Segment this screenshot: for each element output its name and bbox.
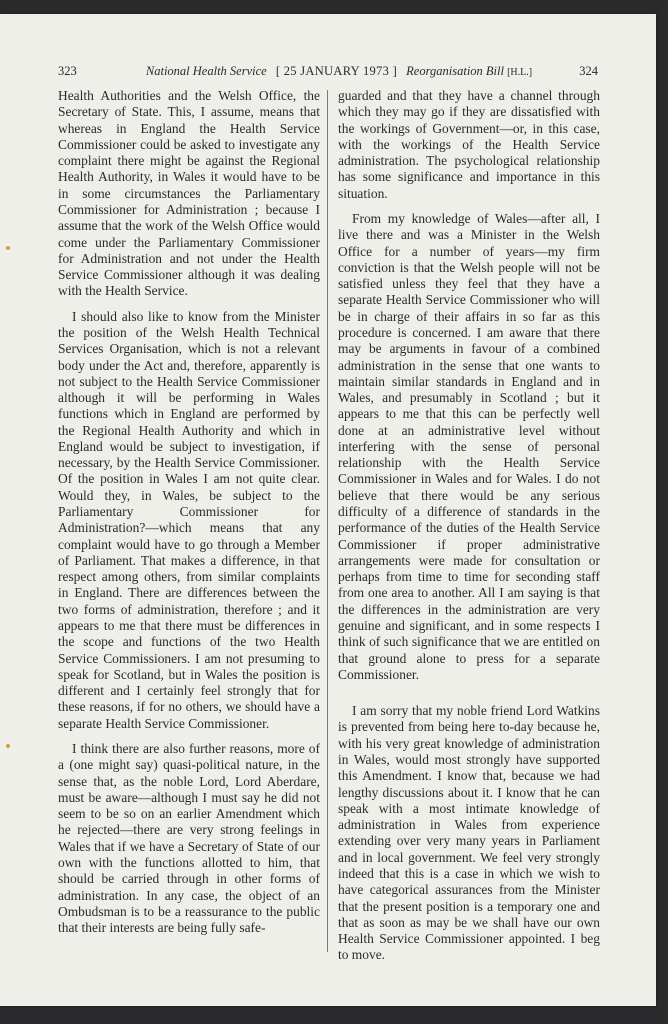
paragraph: I am sorry that my noble friend Lord Watkins is prevented from being here to-day because he, with his very great knowledge of administration in Wales, would most strongly have supported this Amendment. I know that, because we had lengthy discussions about it. I know that he can speak with a most intimate knowledge of administration in Wales from experience extending over very many years in Parliament and in local government. We feel very strongly indeed that this is a case in which we wish to have categorical assurances from the Minister that the present position is a temporary one and that as soon as may be we shall have our own Health Service Commissioner appointed. I beg to move.	[338, 703, 600, 963]
paragraph: guarded and that they have a channel through which they may go if they are dissatisfied with the workings of Government—or, in this case, with the workings of the Health Service administration. The psychological relationship has some significance and importance in this situation.	[338, 88, 600, 201]
running-title-left: National Health Service	[145, 64, 267, 78]
paragraph: Health Authorities and the Welsh Office, the Secretary of State. This, I assume, means that whereas in England the Health Service Commissioner could be asked to investigate any complaint there might be against the Regional Health Authority, in Wales it would have to be in some circumstances the Parliamentary Commissioner for Administration ; because I assume that the work of the Welsh Office would come under the Parliamentary Commissioner for Administration and not under the Health Service Commissioner although it was dealing with the Health Service.	[58, 88, 320, 299]
paper-speck	[6, 744, 10, 748]
column-divider	[327, 90, 328, 952]
page-header	[58, 64, 598, 79]
header-date: [ 25 JANUARY 1973 ]	[275, 64, 398, 78]
running-title	[110, 64, 568, 79]
paragraph: I should also like to know from the Minister the position of the Welsh Health Technical Services Organisation, which is not a relevant body under the Act and, therefore, apparently is not subject to the Health Service Commissioner although it will be performing in Wales functions which in England are performed by the Regional Health Authority and which in England would be subject to investigation, if necessary, by the Health Service Commissioner. Of the position in Wales I am not quite clear. Would they, in Wales, be subject to the Parliamentary Commissioner for Administration?—which means that any complaint would have to go through a Member of Parliament. That makes a difference, in that respect among others, from similar complaints in England. There are differences between the two forms of administration, therefore ; and it appears to me that there must be differences in the scope and functions of the two Health Service Commissioners. I am not presuming to speak for Scotland, but in Wales the position is different and I certainly feel strongly that for these reasons, if for no others, we should have a separate Health Service Commissioner.	[58, 308, 320, 731]
header-hl: [H.L.]	[507, 67, 533, 78]
document-page	[0, 14, 656, 1006]
page-number-left: 323	[58, 64, 77, 78]
paper-speck	[6, 246, 10, 250]
right-column	[338, 88, 600, 964]
paragraph: From my knowledge of Wales—after all, I live there and was a Minister in the Welsh Office for a number of years—my firm conviction is that the Welsh people will not be satisfied unless they feel that they have a separate Health Service Commissioner who will be in charge of their affairs in so far as this procedure is concerned. I am aware that there may be arguments in favour of a combined administration in the sense that one wants to maintain similar standards in England and in Wales, and presumably in Scotland ; but it appears to me that this can be perfectly well done at an administrative level without interfering with the sense of personal relationship with the Health Service Commissioner in Wales and for Wales. I do not believe that there would be any serious difficulty of a difference of standards in the performance of the duties of the Health Service Commissioner if proper administrative arrangements were made for consultation or perhaps from time to time for seconding staff from one area to another. All I am saying is that the differences in the administration are very genuine and significant, and in some respects I think of such significance that we are entitled on that ground alone to press for a separate Commissioner.	[338, 210, 600, 682]
running-title-right: Reorganisation Bill	[406, 64, 504, 78]
left-column	[58, 88, 320, 936]
page-number-right: 324	[579, 64, 598, 78]
paragraph: I think there are also further reasons, more of a (one might say) quasi-political nature, in the sense that, as the noble Lord, Lord Aberdare, must be aware—although I must say he did not seem to be so on an earlier Amendment which he rejected—there are very strong feelings in Wales that if we have a Secretary of State of our own with the functions allotted to him, that should be carried through in other forms of administration. In any case, the object of an Ombudsman is to be a reassurance to the public that their interests are being fully safe-	[58, 740, 320, 936]
